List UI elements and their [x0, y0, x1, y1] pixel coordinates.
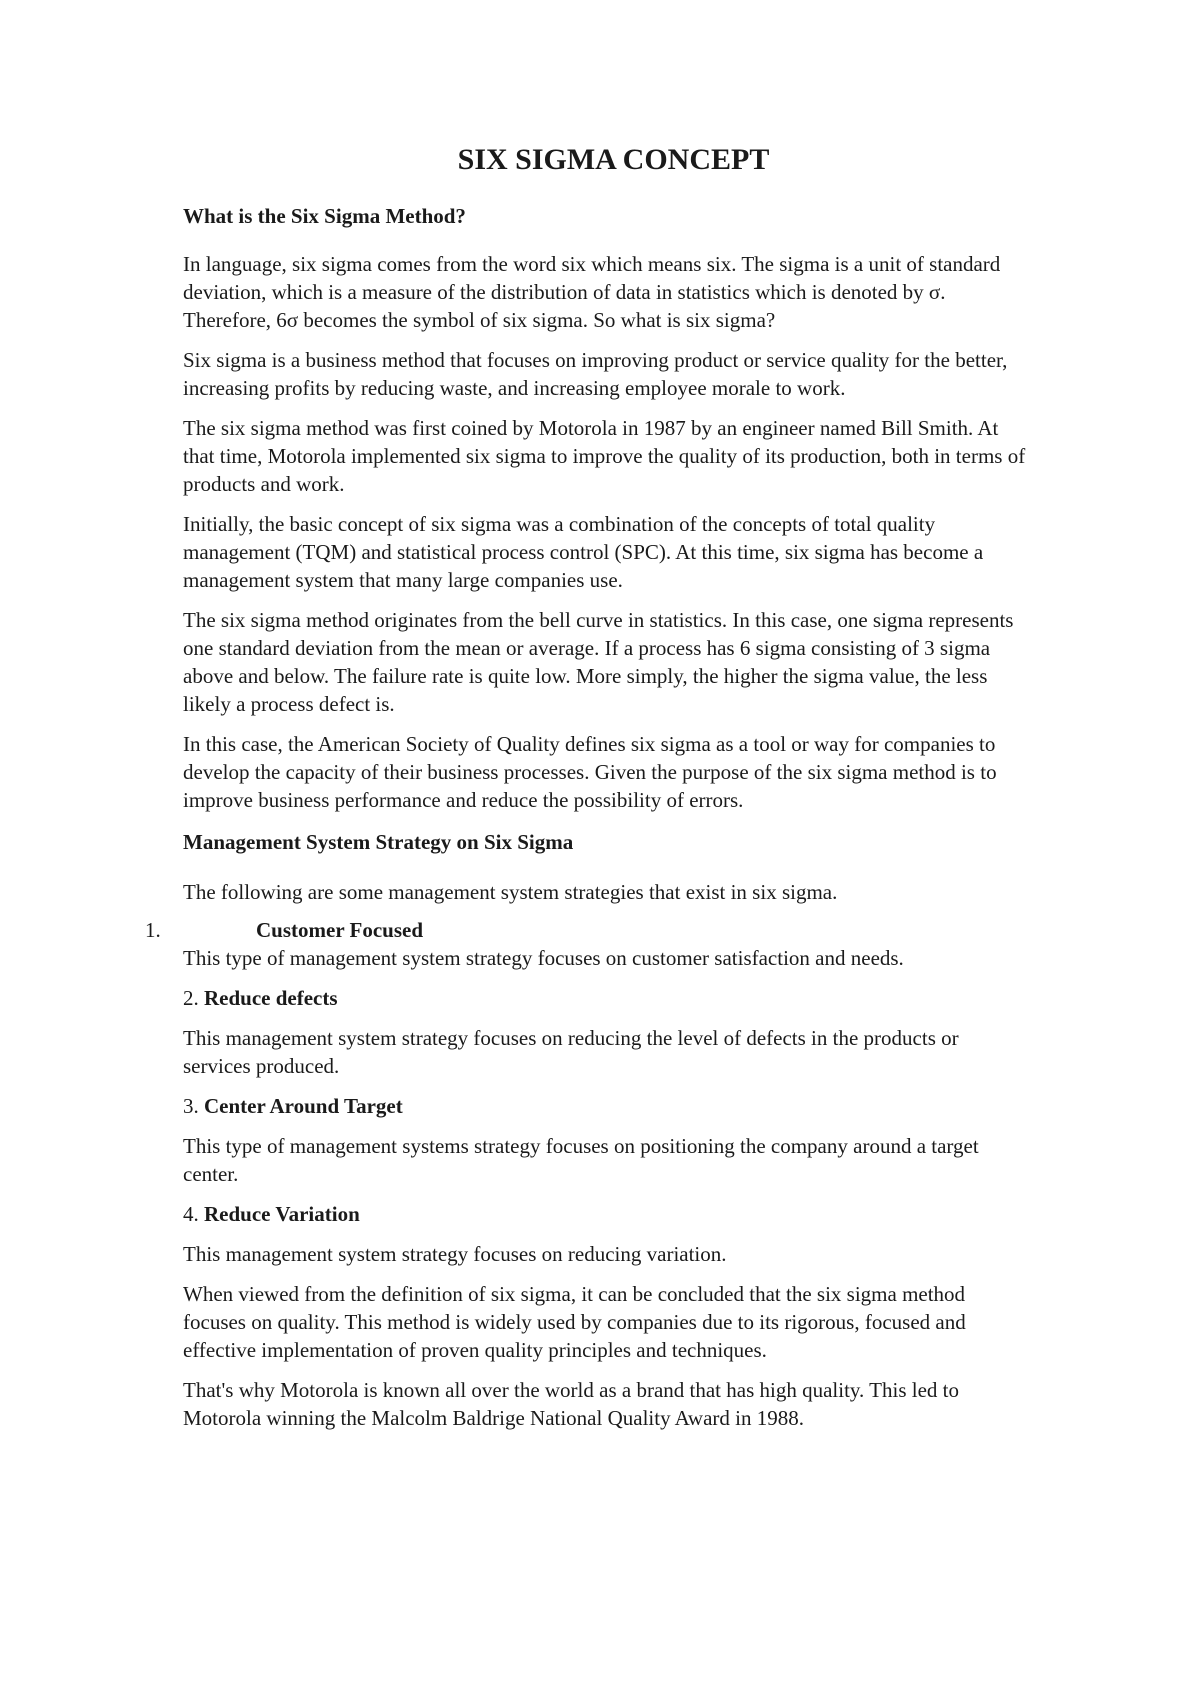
- list-item-label: Center Around Target: [204, 1094, 403, 1118]
- section-heading-management-strategy: Management System Strategy on Six Sigma: [183, 830, 574, 854]
- paragraph-strategies-intro: The following are some management system strategies that exist in six sigma.: [183, 880, 838, 904]
- list-item-number: 4.: [183, 1202, 199, 1226]
- list-item-description: This management system strategy focuses on reducing the level of defects in the products or services produced.: [183, 1026, 959, 1078]
- document-title: SIX SIGMA CONCEPT: [457, 143, 770, 176]
- list-item-customer-focused: [145, 916, 1028, 972]
- list-item-number: 3.: [183, 1094, 199, 1118]
- list-item-description: This type of management system strategy focuses on customer satisfaction and needs.: [183, 946, 904, 970]
- paragraph-conclusion: When viewed from the definition of six sigma, it can be concluded that the six sigma method focuses on quality. This method is widely used by companies due to its rigorous, focused and effective implementation of proven quality principles and techniques.: [183, 1282, 966, 1362]
- document-body: [145, 140, 1028, 1432]
- list-item-reduce-defects: [183, 984, 1028, 1012]
- paragraph-language-definition: In language, six sigma comes from the word six which means six. The sigma is a unit of standard deviation, which is a measure of the distribution of data in statistics which is denoted by σ. Therefore, 6σ becomes the symbol of six sigma. So what is six sigma?: [183, 252, 1001, 332]
- paragraph-motorola-award: That's why Motorola is known all over the world as a brand that has high quality. This led to Motorola winning the Malcolm Baldrige National Quality Award in 1988.: [183, 1378, 959, 1430]
- list-item-label: Reduce Variation: [204, 1202, 360, 1226]
- list-item-center-around-target: [183, 1092, 1028, 1120]
- paragraph-bell-curve: The six sigma method originates from the bell curve in statistics. In this case, one sigma represents one standard deviation from the mean or average. If a process has 6 sigma consisting of 3 sigma above and below. The failure rate is quite low. More simply, the higher the sigma value, the less likely a process defect is.: [183, 608, 1014, 716]
- paragraph-business-method: Six sigma is a business method that focuses on improving product or service quality for the better, increasing profits by reducing waste, and increasing employee morale to work.: [183, 348, 1008, 400]
- paragraph-asq-definition: In this case, the American Society of Quality defines six sigma as a tool or way for companies to develop the capacity of their business processes. Given the purpose of the six sigma method is to improve business performance and reduce the possibility of errors.: [183, 732, 997, 812]
- paragraph-tqm-spc: Initially, the basic concept of six sigma was a combination of the concepts of total quality management (TQM) and statistical process control (SPC). At this time, six sigma has become a management system that many large companies use.: [183, 512, 984, 592]
- list-item-number: 1.: [145, 918, 161, 942]
- paragraph-motorola-origin: The six sigma method was first coined by Motorola in 1987 by an engineer named Bill Smith. At that time, Motorola implemented six sigma to improve the quality of its production, both in terms of products and work.: [183, 416, 1026, 496]
- list-item-label: Customer Focused: [256, 918, 424, 942]
- list-item-reduce-variation: [183, 1200, 1028, 1228]
- list-item-description: This type of management systems strategy focuses on positioning the company around a target center.: [183, 1134, 979, 1186]
- list-item-number: 2.: [183, 986, 199, 1010]
- section-heading-six-sigma-method: What is the Six Sigma Method?: [183, 204, 466, 228]
- list-item-label: Reduce defects: [204, 986, 338, 1010]
- list-item-description: This management system strategy focuses on reducing variation.: [183, 1242, 727, 1266]
